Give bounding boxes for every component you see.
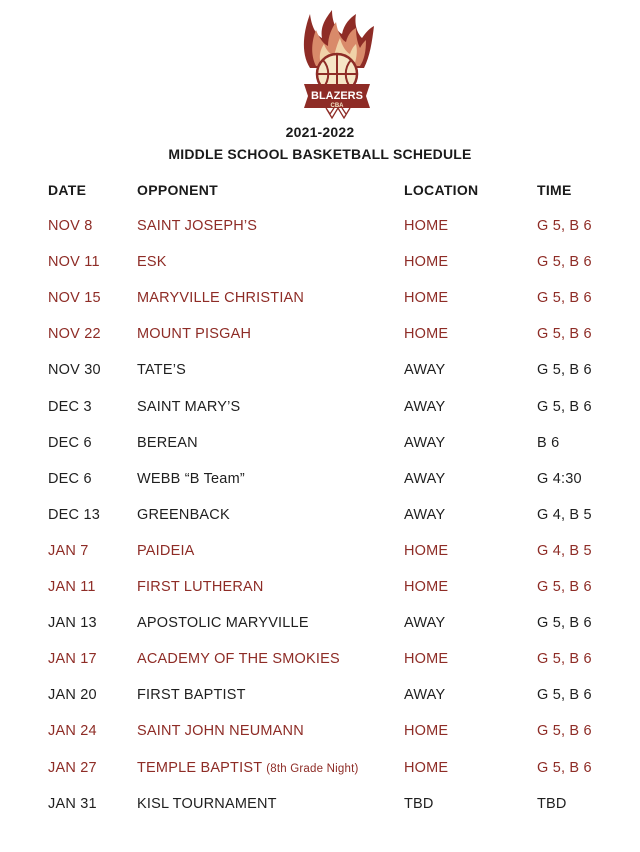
game-time: G 5, B 6	[537, 723, 592, 739]
game-opponent: FIRST BAPTIST	[137, 687, 246, 703]
season-title: 2021-2022	[285, 124, 355, 140]
schedule-row	[0, 326, 640, 346]
game-date: NOV 8	[48, 218, 93, 234]
game-location: HOME	[404, 290, 449, 306]
game-date: JAN 27	[48, 760, 97, 776]
game-time: G 5, B 6	[537, 760, 592, 776]
flaming-basketball-icon	[296, 8, 378, 120]
game-location: AWAY	[404, 507, 446, 523]
schedule-row	[0, 723, 640, 743]
game-location: HOME	[404, 543, 449, 559]
header-time: TIME	[537, 182, 572, 198]
blazers-logo	[296, 8, 378, 120]
game-opponent: PAIDEIA	[137, 543, 195, 559]
game-time: G 5, B 6	[537, 254, 592, 270]
game-date: DEC 13	[48, 507, 100, 523]
game-date: DEC 6	[48, 471, 92, 487]
game-time: G 5, B 6	[537, 218, 592, 234]
schedule-row	[0, 471, 640, 491]
game-location: HOME	[404, 760, 449, 776]
game-location: TBD	[404, 796, 434, 812]
game-date: NOV 30	[48, 362, 101, 378]
game-location: AWAY	[404, 471, 446, 487]
schedule-row	[0, 218, 640, 238]
logo-subtext: CBA	[330, 103, 344, 109]
game-date: JAN 11	[48, 579, 96, 595]
game-opponent: KISL TOURNAMENT	[137, 796, 277, 812]
game-date: NOV 22	[48, 326, 101, 342]
game-time: G 5, B 6	[537, 362, 592, 378]
game-time: G 5, B 6	[537, 290, 592, 306]
game-date: JAN 31	[48, 796, 97, 812]
game-location: AWAY	[404, 615, 446, 631]
game-opponent: APOSTOLIC MARYVILLE	[137, 615, 309, 631]
game-location: HOME	[404, 326, 449, 342]
game-time: G 4, B 5	[537, 543, 592, 559]
game-location: AWAY	[404, 687, 446, 703]
schedule-row	[0, 399, 640, 419]
game-opponent: BEREAN	[137, 435, 198, 451]
game-date: DEC 3	[48, 399, 92, 415]
game-time: G 5, B 6	[537, 399, 592, 415]
game-time: G 5, B 6	[537, 326, 592, 342]
game-time: G 4:30	[537, 471, 582, 487]
schedule-row	[0, 435, 640, 455]
schedule-row	[0, 362, 640, 382]
header-date: DATE	[48, 182, 87, 198]
game-date: JAN 7	[48, 543, 89, 559]
game-opponent: TEMPLE BAPTIST (8th Grade Night)	[137, 760, 359, 776]
game-opponent: MARYVILLE CHRISTIAN	[137, 290, 305, 306]
game-location: HOME	[404, 254, 449, 270]
schedule-row	[0, 543, 640, 563]
game-opponent: FIRST LUTHERAN	[137, 579, 264, 595]
game-note: (8th Grade Night)	[266, 763, 359, 775]
game-time: G 5, B 6	[537, 687, 592, 703]
game-time: G 5, B 6	[537, 615, 592, 631]
schedule-row	[0, 796, 640, 816]
game-opponent: WEBB “B Team”	[137, 471, 245, 487]
game-location: AWAY	[404, 399, 446, 415]
schedule-row	[0, 290, 640, 310]
game-time: G 5, B 6	[537, 579, 592, 595]
game-date: JAN 13	[48, 615, 97, 631]
game-date: JAN 17	[48, 651, 97, 667]
game-opponent: MOUNT PISGAH	[137, 326, 252, 342]
game-opponent: TATE’S	[137, 362, 186, 378]
game-opponent: SAINT JOSEPH’S	[137, 218, 258, 234]
game-time: G 5, B 6	[537, 651, 592, 667]
game-time: G 4, B 5	[537, 507, 592, 523]
game-date: JAN 20	[48, 687, 97, 703]
game-opponent: GREENBACK	[137, 507, 230, 523]
schedule-title: MIDDLE SCHOOL BASKETBALL SCHEDULE	[168, 146, 472, 162]
schedule-row	[0, 507, 640, 527]
schedule-row	[0, 615, 640, 635]
schedule-row	[0, 254, 640, 274]
game-opponent: SAINT JOHN NEUMANN	[137, 723, 304, 739]
game-date: DEC 6	[48, 435, 92, 451]
game-location: HOME	[404, 723, 449, 739]
game-location: AWAY	[404, 435, 446, 451]
logo-wordmark: BLAZERS	[311, 90, 363, 102]
game-opponent: ACADEMY OF THE SMOKIES	[137, 651, 340, 667]
schedule-row	[0, 651, 640, 671]
game-location: HOME	[404, 579, 449, 595]
game-opponent: ESK	[137, 254, 167, 270]
schedule-row	[0, 760, 640, 780]
game-time: TBD	[537, 796, 567, 812]
game-date: JAN 24	[48, 723, 97, 739]
game-date: NOV 11	[48, 254, 100, 270]
header-location: LOCATION	[404, 182, 479, 198]
game-time: B 6	[537, 435, 560, 451]
schedule-row	[0, 579, 640, 599]
game-location: AWAY	[404, 362, 446, 378]
game-opponent: SAINT MARY’S	[137, 399, 241, 415]
game-date: NOV 15	[48, 290, 101, 306]
game-location: HOME	[404, 218, 449, 234]
header-opponent: OPPONENT	[137, 182, 218, 198]
game-location: HOME	[404, 651, 449, 667]
schedule-row	[0, 687, 640, 707]
